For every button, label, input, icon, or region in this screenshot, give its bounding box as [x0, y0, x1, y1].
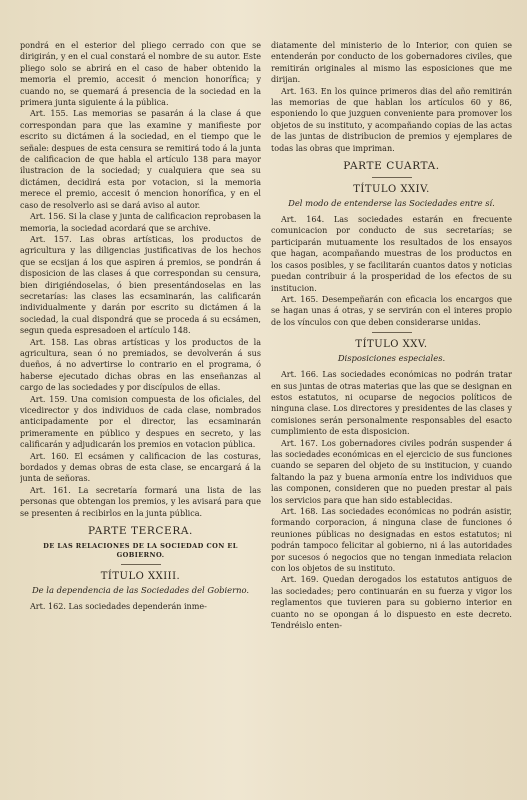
article-160: Art. 160. El ecsámen y calificacion de las costuras, bordados y demas obras de esta clase, se encargará á la junta de señoras. — [20, 451, 261, 484]
divider — [372, 332, 412, 333]
paragraph: pondrá en el esterior del pliego cerrado con que se dirigirán, y en el cual constará el nombre de su autor. Este pliego solo se abrirá en el caso de haber obtenido la memoria el premio, accesit ó mencion honorífica; y cuando no, se quemará á presencia de la sociedad en la primera junta siguiente á la pública. — [20, 41, 261, 108]
article-157: Art. 157. Las obras artísticas, los productos de agricultura y las diligencias justificativas de los hechos que se ecsijan á los que aspiren á premios, se pondrán á disposicion de las clases á que correspondan su censura, bien dirigiéndoselas, ó bien presentándoselas en las secretarías: las clases las ecsaminarán, las calificarán individualmente y darán por escrito su dictámen á la sociedad, la cual dispondrá que se proceda á su ecsámen, segun queda espresadoen el artículo 148. — [20, 234, 261, 336]
title-subheading: Disposiciones especiales. — [337, 353, 446, 364]
paragraph: diatamente del ministerio de lo Interior, con quien se entenderán por conducto de los gobernadores civiles, que remitirán originales al mismo las esposiciones que me dirijan. — [271, 41, 512, 85]
article-164: Art. 164. Las sociedades estarán en frecuente comunicacion por conducto de sus secretarías; se participarán mutuamente los resultados de los ensayos que hagan, acompañando muestras de los productos en los casos posibles, y se facilitarán cuantos datos y noticias puedan contribuir á la prosperidad de los efectos de su institucion. — [271, 215, 512, 293]
article-158: Art. 158. Las obras artísticas y los productos de la agricultura, sean ó no premiados, se devolverán á sus dueños, á no advertirse lo contrario en el programa, ó haberse ejecutado dichas obras en las enseñanzas al cargo de las sociedades y por discípulos de ellas. — [20, 337, 261, 393]
divider — [372, 177, 412, 178]
article-166: Art. 166. Las sociedades económicas no podrán tratar en sus juntas de otras materias que las que se designan en estos estatutos, ni ocuparse de negocios políticos de ninguna clase. Los directores y presidentes de las clases y comisiones serán personalmente responsables del esacto cumplimiento de esta disposicion. — [271, 370, 512, 437]
divider — [121, 564, 161, 565]
article-167: Art. 167. Los gobernadores civiles podrán suspender á las sociedades económicas en el ejercicio de sus funciones cuando se separen del objeto de su institucion, y cuando faltando la paz y buena armonía entre los individuos que las componen, consideren que no pueden prestar al pais los servicios para que han sido establecidas. — [271, 438, 512, 505]
text-columns — [20, 40, 513, 800]
title-subheading: Del modo de entenderse las Sociedades entre sí. — [288, 198, 495, 209]
article-169: Art. 169. Quedan derogados los estatutos antiguos de las sociedades; pero continuarán en su fuerza y vigor los reglamentos que tuvieren para su gobierno interior en cuanto no se opongan á lo dispuesto en este decreto. Tendréislo enten- — [271, 575, 512, 631]
part-subheading: DE LAS RELACIONES DE LA SOCIEDAD CON EL GOBIERNO. — [43, 542, 238, 560]
title-heading: TÍTULO XXIV. — [353, 184, 430, 196]
article-168: Art. 168. Las sociedades económicas no podrán asistir, formando corporacion, á ninguna clase de funciones ó reuniones públicas no designadas en estos estatutos; ni podrán tampoco felicitar al gobierno, ni á las autoridades por sucesos ó negocios que no tengan inmediata relacion con los objetos de su instituto. — [271, 507, 512, 574]
title-subheading: De la dependencia de las Sociedades del Gobierno. — [31, 585, 250, 596]
article-163: Art. 163. En los quince primeros dias del año remitirán las memorias de que hablan los artículos 60 y 86, esponiendo lo que juzguen conveniente para promover los objetos de su instituto, y acompañando copias de las actas de las juntas de distribucion de premios y ejemplares de todas las obras que impriman. — [271, 86, 512, 153]
right-column — [271, 40, 512, 800]
part-heading: PARTE CUARTA. — [343, 160, 440, 173]
title-heading: TÍTULO XXV. — [355, 339, 428, 351]
article-156: Art. 156. Si la clase y junta de calificacion reprobasen la memoria, la sociedad acordará que se archive. — [20, 212, 261, 233]
article-159: Art. 159. Una comision compuesta de los oficiales, del vicedirector y dos individuos de cada clase, nombrados anticipadamente por el director, las ecsaminarán primeramente en público y despues en secreto, y las calificarán y adjudicarán los premios en votacion pública. — [20, 394, 261, 450]
article-165: Art. 165. Desempeñarán con eficacia los encargos que se hagan unas á otras, y se servirán con el interes propio de los vínculos con que deben considerarse unidas. — [271, 294, 512, 327]
part-heading: PARTE TERCERA. — [88, 525, 193, 538]
title-heading: TÍTULO XXIII. — [100, 571, 181, 583]
article-161: Art. 161. La secretaría formará una lista de las personas que obtengan los premios, y les avisará para que se presenten á recibirlos en la junta pública. — [20, 485, 261, 518]
article-162: Art. 162. Las sociedades dependerán inme- — [30, 602, 207, 612]
article-155: Art. 155. Las memorias se pasarán á la clase á que correspondan para que las examine y manifieste por escrito su dictámen á la sociedad, en el tiempo que le señale: despues de esta censura se remitirá todo á la junta de calificacion de que habla el artículo 138 para mayor ilustracion de la sociedad; y cualquiera que sea su dictámen, decidirá esta por votacion, si la memoria merece el premio, accesit ó mencion honorífica, y en el caso de resolverlo asi se dará aviso al autor. — [20, 109, 261, 210]
left-column — [20, 40, 261, 800]
